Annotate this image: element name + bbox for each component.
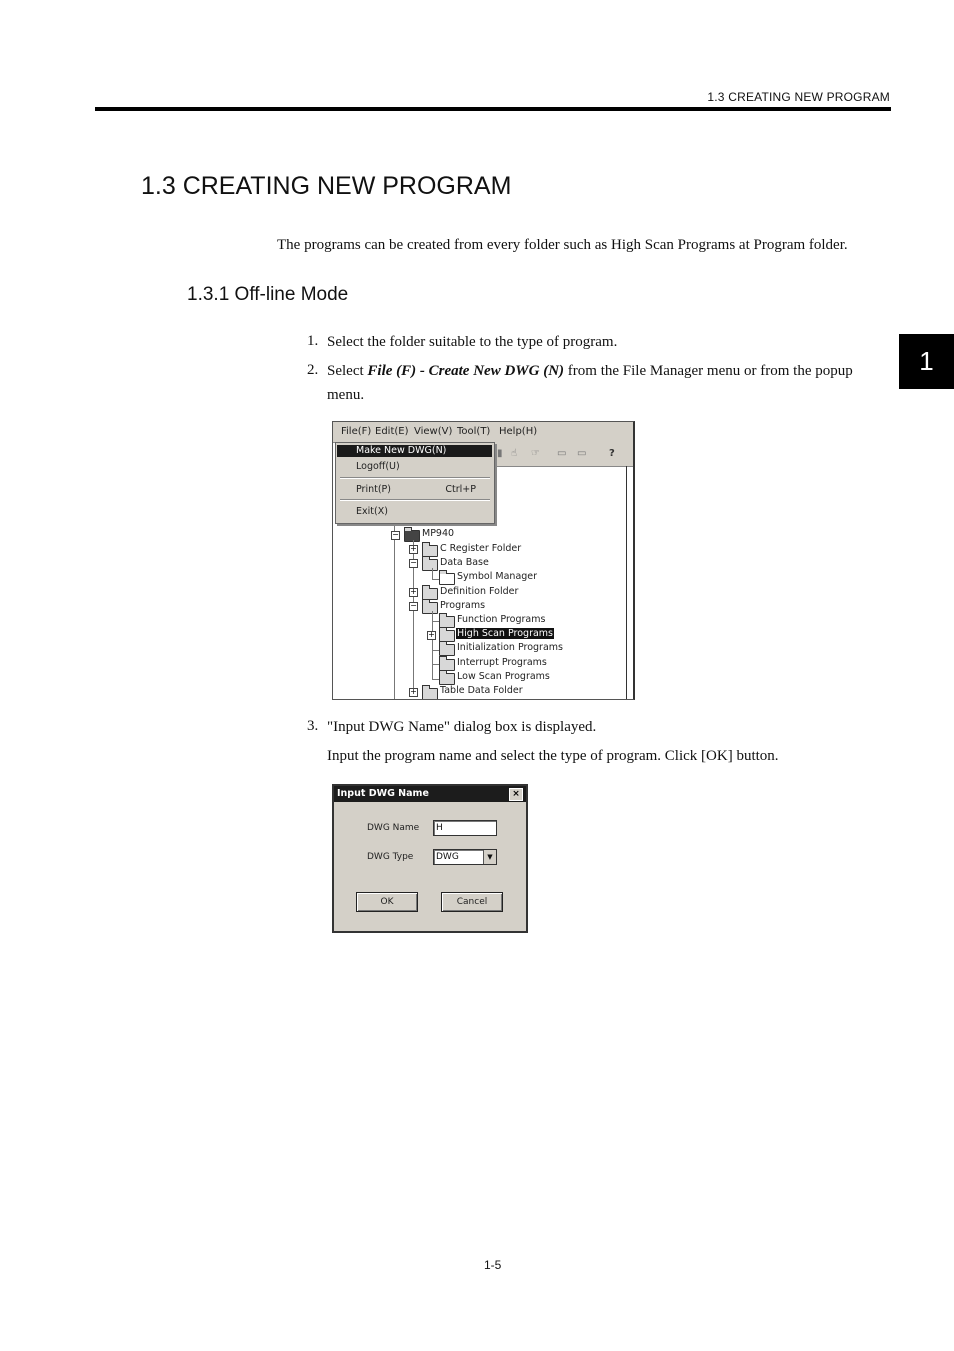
tree-item-definition-folder[interactable]: Definition Folder (440, 586, 519, 597)
print-shortcut: Ctrl+P (445, 484, 476, 495)
menu-file[interactable]: File(F) (341, 426, 372, 437)
menu-item-make-new-dwg-label: Make New DWG(N) (356, 445, 447, 456)
step-3-text-2: Input the program name and select the type of program. Click [OK] button. (327, 748, 779, 764)
expand-icon[interactable]: + (428, 630, 435, 639)
toolbar (493, 442, 635, 467)
dialog-title: Input DWG Name (337, 788, 429, 799)
tree-item-initialization-programs[interactable]: Initialization Programs (457, 642, 563, 653)
menu-bar (333, 422, 633, 443)
menu-item-make-new-dwg[interactable] (337, 445, 492, 457)
close-icon[interactable]: × (509, 788, 523, 801)
tree-item-data-base[interactable]: Data Base (440, 557, 489, 568)
dwg-type-select[interactable] (433, 849, 497, 865)
folder-icon (422, 688, 438, 700)
dwg-name-label: DWG Name (367, 823, 420, 833)
folder-icon (439, 673, 455, 685)
folder-icon (422, 602, 438, 614)
collapse-icon[interactable]: − (410, 558, 417, 567)
menu-separator (340, 499, 490, 501)
step-1-number: 1. (307, 333, 319, 349)
step-3-text: "Input DWG Name" dialog box is displayed. (327, 719, 597, 735)
menu-item-exit[interactable]: Exit(X) (356, 506, 388, 517)
menu-item-logoff[interactable]: Logoff(U) (356, 461, 400, 472)
dwg-type-label: DWG Type (367, 852, 414, 862)
tree-line (432, 579, 439, 580)
collapse-icon[interactable]: − (410, 601, 417, 610)
tree-item-symbol-manager[interactable]: Symbol Manager (457, 571, 538, 582)
expand-icon[interactable]: + (410, 687, 417, 696)
tree-item-table-data-folder[interactable]: Table Data Folder (440, 685, 523, 696)
toolbar-icon[interactable]: ▭ (577, 448, 587, 459)
step-2-text-before: Select (327, 363, 368, 379)
tree-item-function-programs[interactable]: Function Programs (457, 614, 546, 625)
folder-icon (422, 559, 438, 571)
step-2-number: 2. (307, 362, 319, 378)
subsection-title: 1.3.1 Off-line Mode (187, 284, 349, 305)
dwg-type-value: DWG (436, 852, 459, 862)
cancel-button[interactable]: Cancel (441, 892, 503, 912)
tree-line (394, 518, 395, 700)
step-2-continuation: menu. (327, 387, 365, 403)
tree-line (432, 650, 439, 651)
input-dwg-name-dialog (332, 784, 528, 933)
file-popup-menu (335, 442, 495, 524)
chapter-tab: 1 (899, 334, 954, 389)
section-title: 1.3 CREATING NEW PROGRAM (141, 172, 512, 200)
step-2-emphasis: File (F) - Create New DWG (N) (367, 363, 565, 379)
chevron-down-icon[interactable]: ▼ (483, 850, 496, 864)
page-number: 1-5 (484, 1258, 502, 1272)
menu-tool[interactable]: Tool(T) (457, 426, 491, 437)
step-3-number: 3. (307, 718, 319, 734)
running-header: 1.3 CREATING NEW PROGRAM (707, 90, 890, 104)
expand-icon[interactable]: + (410, 587, 417, 596)
menu-item-print[interactable]: Print(P) (356, 484, 391, 495)
ok-button[interactable]: OK (356, 892, 418, 912)
collapse-icon[interactable]: − (392, 530, 399, 539)
tree-item-mp940[interactable]: MP940 (422, 528, 455, 539)
file-manager-screenshot (332, 421, 635, 700)
tree-line (432, 621, 439, 622)
tree-item-low-scan-programs[interactable]: Low Scan Programs (457, 671, 550, 682)
expand-icon[interactable]: + (410, 544, 417, 553)
tree-line (432, 664, 439, 665)
dialog-title-bar (334, 786, 526, 802)
menu-separator (340, 477, 490, 479)
tree-item-high-scan-programs[interactable]: High Scan Programs (457, 628, 554, 639)
menu-edit[interactable]: Edit(E) (375, 426, 409, 437)
pane-border (626, 466, 627, 700)
dwg-name-input[interactable]: H (433, 820, 497, 836)
folder-icon (439, 644, 455, 656)
menu-help[interactable]: Help(H) (499, 426, 538, 437)
section-intro: The programs can be created from every folder such as High Scan Programs at Program folder. (277, 237, 848, 253)
step-1-text: Select the folder suitable to the type of program. (327, 334, 618, 350)
toolbar-icon[interactable]: ▮ (497, 448, 503, 459)
symbol-manager-icon (439, 573, 455, 585)
menu-view[interactable]: View(V) (414, 426, 453, 437)
help-icon[interactable]: ? (609, 448, 615, 459)
header-rule (95, 107, 891, 111)
step-2-text (327, 359, 892, 383)
tree-line (432, 679, 439, 680)
thumb-icon[interactable]: ☞ (531, 448, 540, 459)
tree-item-programs[interactable]: Programs (440, 600, 486, 611)
thumb-up-icon[interactable]: ☝ (511, 448, 518, 459)
tree-item-c-register[interactable]: C Register Folder (440, 543, 522, 554)
controller-icon (404, 530, 420, 542)
toolbar-icon[interactable]: ▭ (557, 448, 567, 459)
step-2-text-after: from the File Manager menu or from the popup (564, 363, 853, 379)
tree-item-interrupt-programs[interactable]: Interrupt Programs (457, 657, 547, 668)
